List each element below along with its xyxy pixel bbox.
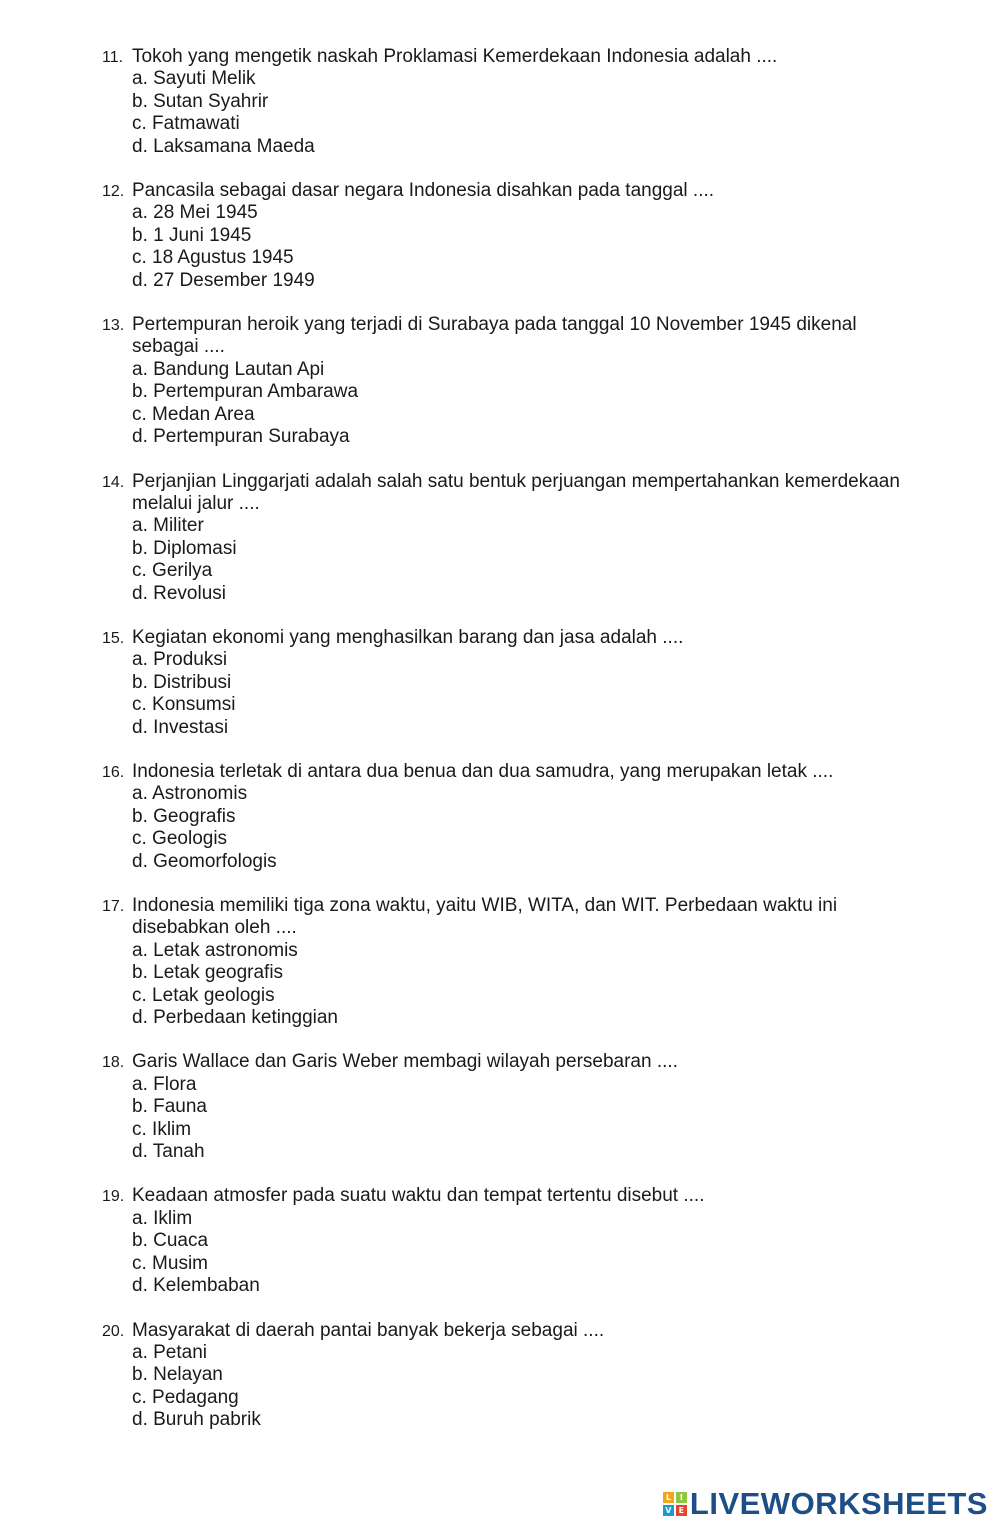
brand-wordmark: LIVEWORKSHEETS <box>689 1486 988 1521</box>
question-text: Keadaan atmosfer pada suatu waktu dan tempat tertentu disebut .... <box>132 1185 705 1207</box>
question-number: 20. <box>102 1322 125 1340</box>
answer-option-b: b. 1 Juni 1945 <box>132 224 252 246</box>
question-number: 17. <box>102 898 125 915</box>
answer-option-c: c. 18 Agustus 1945 <box>132 247 294 269</box>
question-text: Perjanjian Linggarjati adalah salah satu bentuk perjuangan mempertahankan kemerdekaan melalui jalur .... <box>132 470 900 514</box>
logo-letter-v: V <box>663 1505 674 1516</box>
question-text: Indonesia terletak di antara dua benua dan dua samudra, yang merupakan letak .... <box>132 760 834 782</box>
question-19 <box>0 1185 1000 1297</box>
answer-option-b: b. Fauna <box>132 1096 207 1118</box>
question-text: Tokoh yang mengetik naskah Proklamasi Kemerdekaan Indonesia adalah .... <box>132 46 778 67</box>
question-text: Kegiatan ekonomi yang menghasilkan barang dan jasa adalah .... <box>132 626 684 648</box>
question-number: 16. <box>102 763 125 781</box>
question-20 <box>0 1320 1000 1432</box>
question-text: Garis Wallace dan Garis Weber membagi wilayah persebaran .... <box>132 1051 678 1073</box>
question-17 <box>0 895 1000 1029</box>
question-text: Masyarakat di daerah pantai banyak bekerja sebagai .... <box>132 1319 605 1341</box>
answer-option-d: d. Tanah <box>132 1141 205 1163</box>
worksheet <box>0 46 1000 1454</box>
answer-option-a: a. Iklim <box>132 1207 193 1229</box>
answer-option-a: a. 28 Mei 1945 <box>132 202 258 224</box>
answer-option-b: b. Nelayan <box>132 1364 223 1386</box>
answer-option-d: d. Pertempuran Surabaya <box>132 426 350 448</box>
question-13 <box>0 314 1000 448</box>
answer-option-c: c. Gerilya <box>132 560 213 582</box>
answer-option-b: b. Cuaca <box>132 1230 209 1252</box>
answer-option-d: d. Laksamana Maeda <box>132 135 315 157</box>
liveworksheets-logo <box>663 1487 988 1521</box>
logo-letter-e: E <box>676 1505 687 1516</box>
question-text: Pancasila sebagai dasar negara Indonesia disahkan pada tanggal .... <box>132 180 715 202</box>
answer-option-a: a. Produksi <box>132 649 228 671</box>
answer-option-c: c. Konsumsi <box>132 694 236 716</box>
answer-option-b: b. Sutan Syahrir <box>132 90 269 112</box>
answer-option-d: d. Revolusi <box>132 582 226 604</box>
answer-option-c: c. Medan Area <box>132 403 255 425</box>
answer-option-d: d. Perbedaan ketinggian <box>132 1007 338 1029</box>
answer-option-c: c. Iklim <box>132 1118 192 1140</box>
answer-option-d: d. Investasi <box>132 716 229 738</box>
answer-option-d: d. 27 Desember 1949 <box>132 269 315 291</box>
question-number: 14. <box>102 473 125 491</box>
answer-option-a: a. Letak astronomis <box>132 939 298 961</box>
answer-option-b: b. Letak geografis <box>132 962 284 984</box>
answer-option-a: a. Militer <box>132 515 204 537</box>
answer-option-c: c. Musim <box>132 1252 208 1274</box>
answer-option-d: d. Geomorfologis <box>132 850 277 872</box>
answer-option-a: a. Bandung Lautan Api <box>132 358 325 380</box>
question-number: 13. <box>102 317 125 335</box>
question-number: 11. <box>102 49 124 66</box>
answer-option-c: c. Geologis <box>132 828 228 850</box>
liveworksheets-mark-icon <box>663 1492 687 1516</box>
answer-option-a: a. Astronomis <box>132 783 248 805</box>
question-16 <box>0 761 1000 873</box>
answer-option-d: d. Kelembaban <box>132 1275 260 1297</box>
answer-option-c: c. Letak geologis <box>132 984 275 1006</box>
answer-option-c: c. Pedagang <box>132 1386 239 1408</box>
question-11 <box>0 46 1000 158</box>
question-number: 15. <box>102 629 125 647</box>
answer-option-b: b. Pertempuran Ambarawa <box>132 381 359 403</box>
answer-option-b: b. Distribusi <box>132 671 232 693</box>
question-number: 19. <box>102 1188 125 1206</box>
question-text: Indonesia memiliki tiga zona waktu, yaitu WIB, WITA, dan WIT. Perbedaan waktu ini disebabkan oleh .... <box>132 895 838 939</box>
answer-option-b: b. Geografis <box>132 805 236 827</box>
question-number: 18. <box>102 1054 125 1072</box>
logo-letter-l: L <box>663 1492 674 1503</box>
answer-option-a: a. Flora <box>132 1073 197 1095</box>
question-15 <box>0 627 1000 739</box>
question-14 <box>0 471 1000 605</box>
question-number: 12. <box>102 183 125 201</box>
answer-option-a: a. Petani <box>132 1341 207 1363</box>
logo-letter-i: I <box>676 1492 687 1503</box>
answer-option-a: a. Sayuti Melik <box>132 68 256 90</box>
answer-option-d: d. Buruh pabrik <box>132 1409 261 1431</box>
question-12 <box>0 180 1000 292</box>
question-18 <box>0 1051 1000 1163</box>
question-text: Pertempuran heroik yang terjadi di Surabaya pada tanggal 10 November 1945 dikenal sebagai .... <box>132 314 857 358</box>
answer-option-b: b. Diplomasi <box>132 537 237 559</box>
answer-option-c: c. Fatmawati <box>132 113 240 135</box>
